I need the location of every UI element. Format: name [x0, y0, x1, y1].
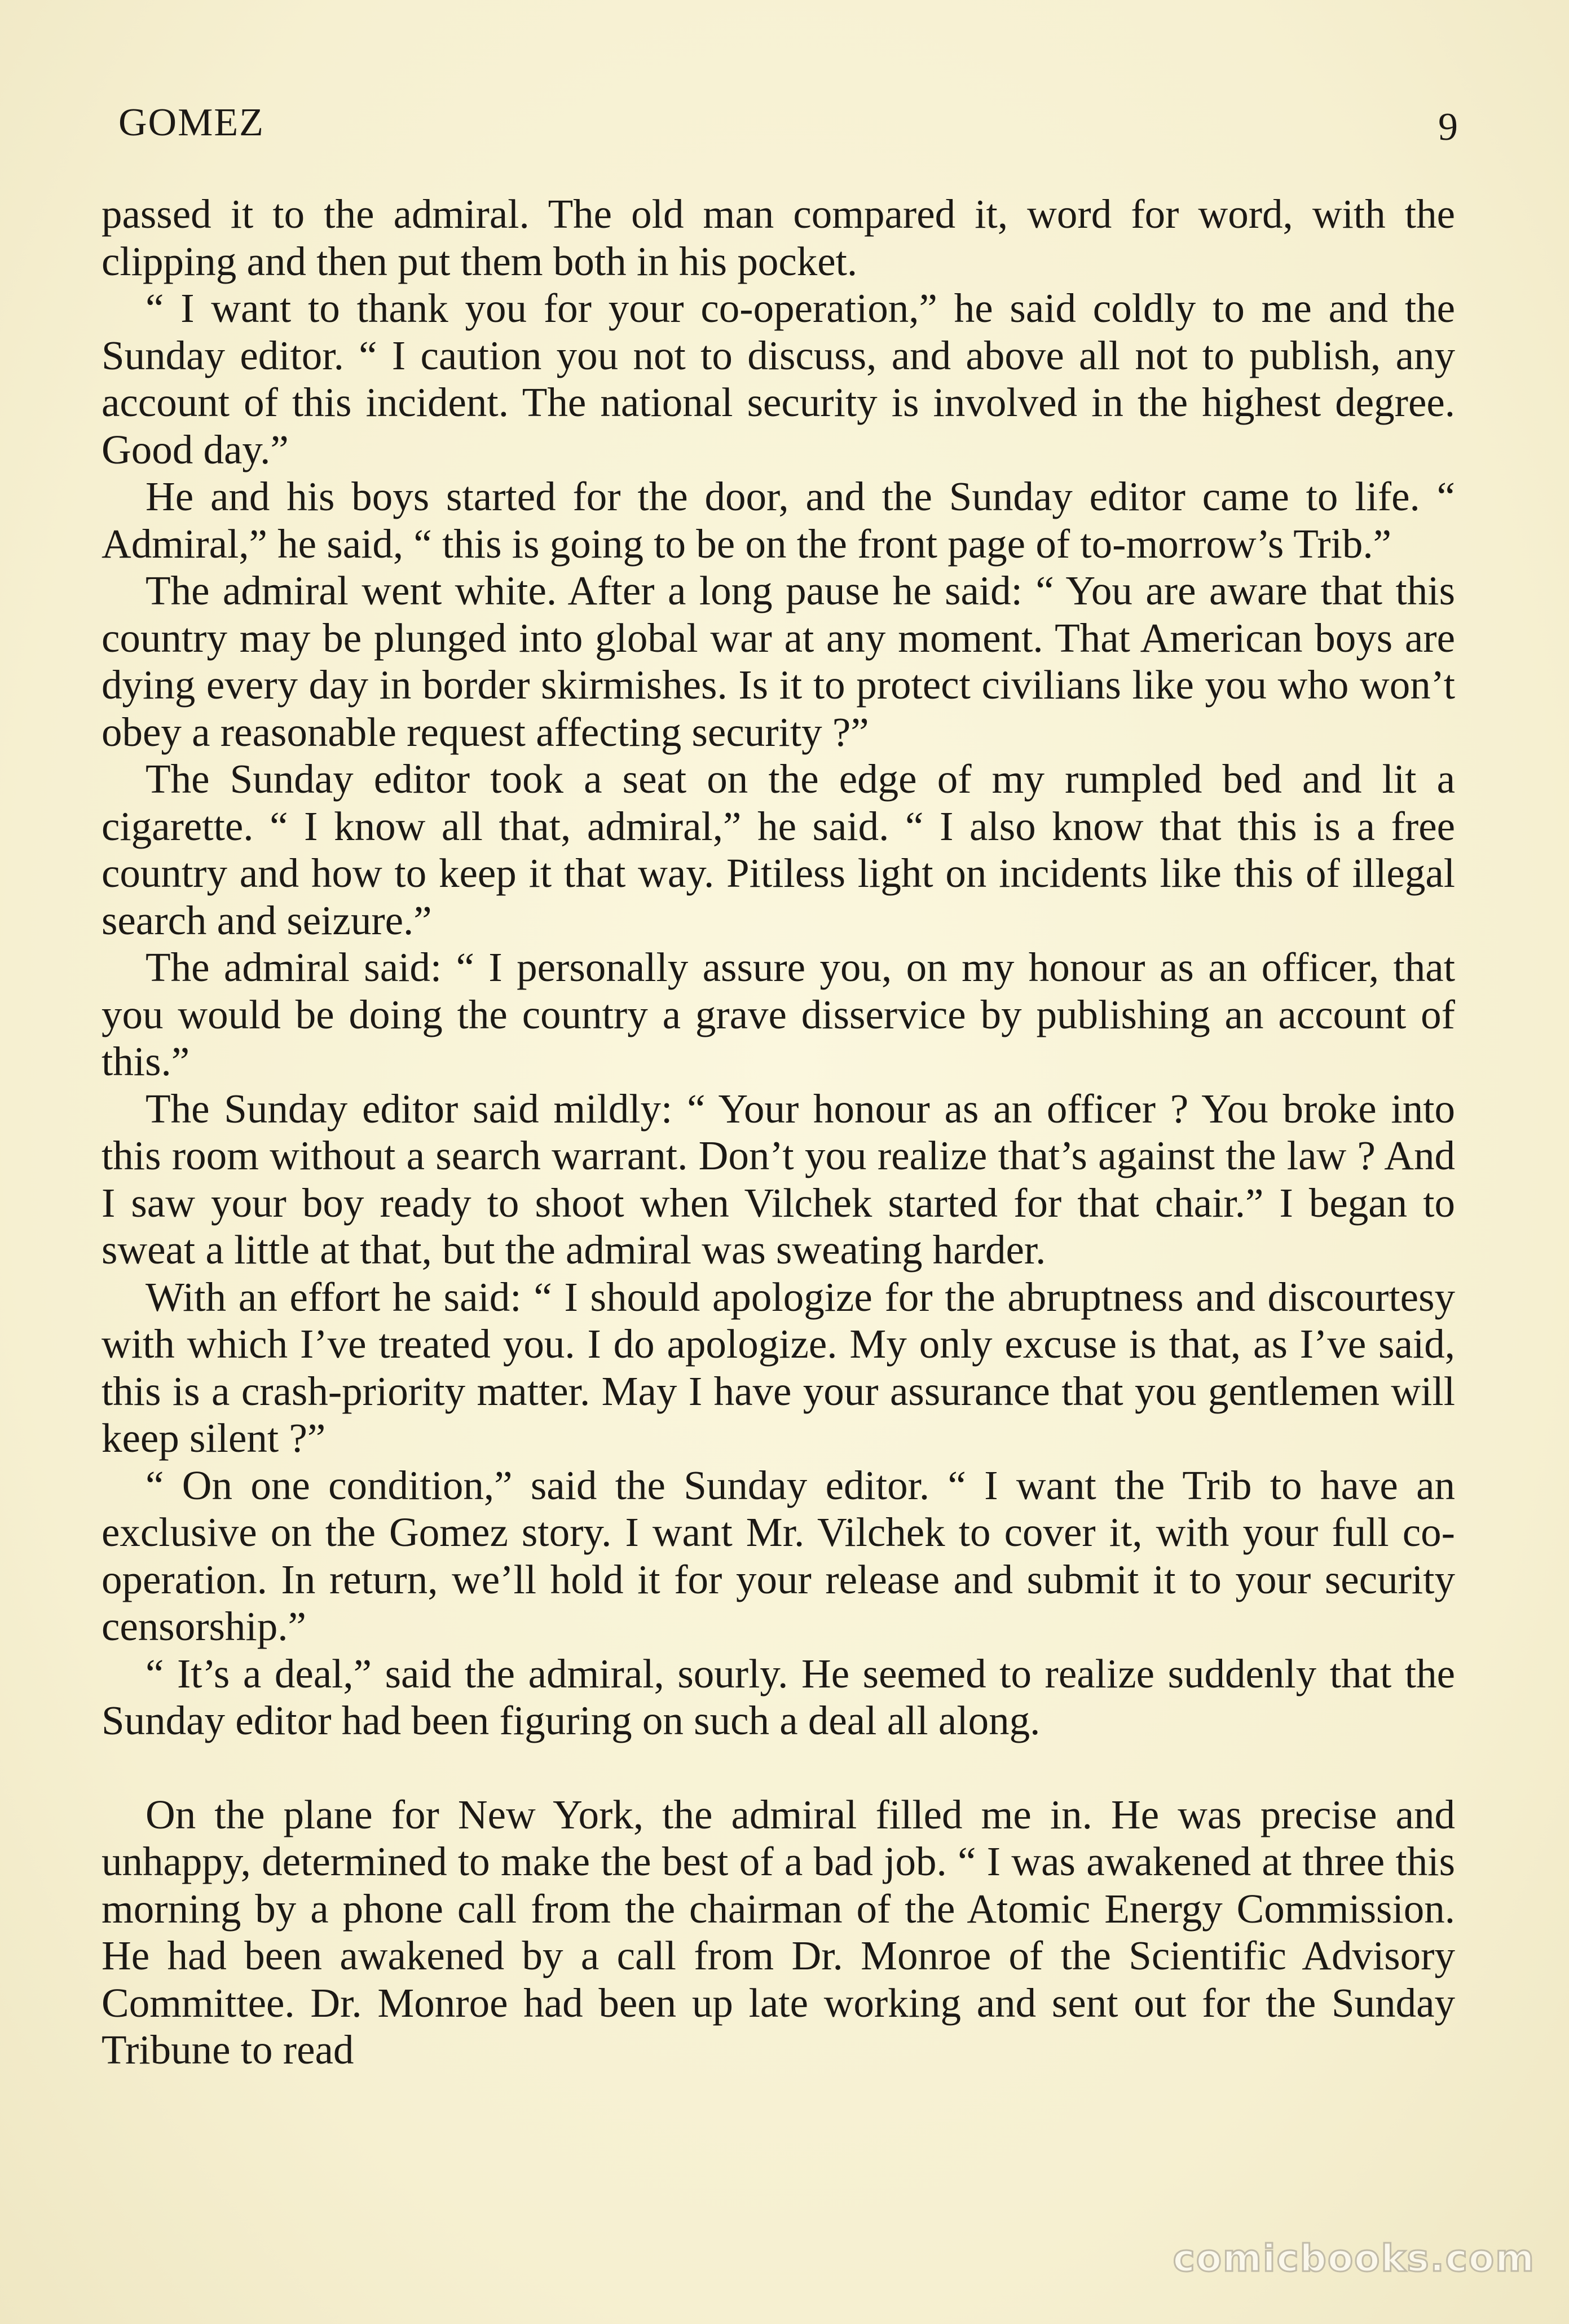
paragraph: The admiral said: “ I personally assure you, on my honour as an officer, that you would be doing the country a grave disservice by publishing an account of this.”: [102, 944, 1455, 1084]
body-text: [102, 191, 1455, 2074]
paragraph: The Sunday editor said mildly: “ Your honour as an officer ? You broke into this room without a search warrant. Don’t you realize that’s against the law ? And I saw your boy ready to shoot when Vilchek started for that chair.” I began to sweat a little at that, but the admiral was sweating harder.: [102, 1085, 1455, 1273]
paragraph: On the plane for New York, the admiral filled me in. He was precise and unhappy, determined to make the best of a bad job. “ I was awakened at three this morning by a phone call from the chairman of the Atomic Energy Commission. He had been awakened by a call from Dr. Monroe of the Scientific Advisory Committee. Dr. Monroe had been up late working and sent out for the Sunday Tribune to read: [102, 1791, 1455, 2073]
paragraph: passed it to the admiral. The old man compared it, word for word, with the clipping and then put them both in his pocket.: [102, 191, 1455, 284]
watermark: comicbooks.com: [1173, 2237, 1535, 2280]
paragraph: “ I want to thank you for your co-operation,” he said coldly to me and the Sunday editor. “ I caution you not to discuss, and above all not to publish, any account of this incident. The national security is involved in the highest degree. Good day.”: [102, 285, 1455, 472]
paragraph: The Sunday editor took a seat on the edge of my rumpled bed and lit a cigarette. “ I know all that, admiral,” he said. “ I also know that this is a free country and how to keep it that way. Pitiless light on incidents like this of illegal search and seizure.”: [102, 756, 1455, 943]
chapter-title: GOMEZ: [118, 101, 265, 144]
page-number: 9: [1438, 105, 1459, 149]
paragraph: He and his boys started for the door, and the Sunday editor came to life. “ Admiral,” he said, “ this is going to be on the front page of to-morrow’s Trib.”: [102, 474, 1455, 567]
paragraph: “ On one condition,” said the Sunday editor. “ I want the Trib to have an exclusive on the Gomez story. I want Mr. Vilchek to cover it, with your full co-operation. In return, we’ll hold it for your release and submit it to your security censorship.”: [102, 1462, 1455, 1649]
paragraph: The admiral went white. After a long pause he said: “ You are aware that this country may be plunged into global war at any moment. That American boys are dying every day in border skirmishes. Is it to protect civilians like you who won’t obey a reasonable request affecting security ?”: [102, 568, 1455, 755]
paragraph: With an effort he said: “ I should apologize for the abruptness and discourtesy with which I’ve treated you. I do apologize. My only excuse is that, as I’ve said, this is a crash-priority matter. May I have your assurance that you gentlemen will keep silent ?”: [102, 1274, 1455, 1461]
running-head: [118, 100, 1459, 151]
paragraph: “ It’s a deal,” said the admiral, sourly. He seemed to realize suddenly that the Sunday editor had been figuring on such a deal all along.: [102, 1650, 1455, 1743]
